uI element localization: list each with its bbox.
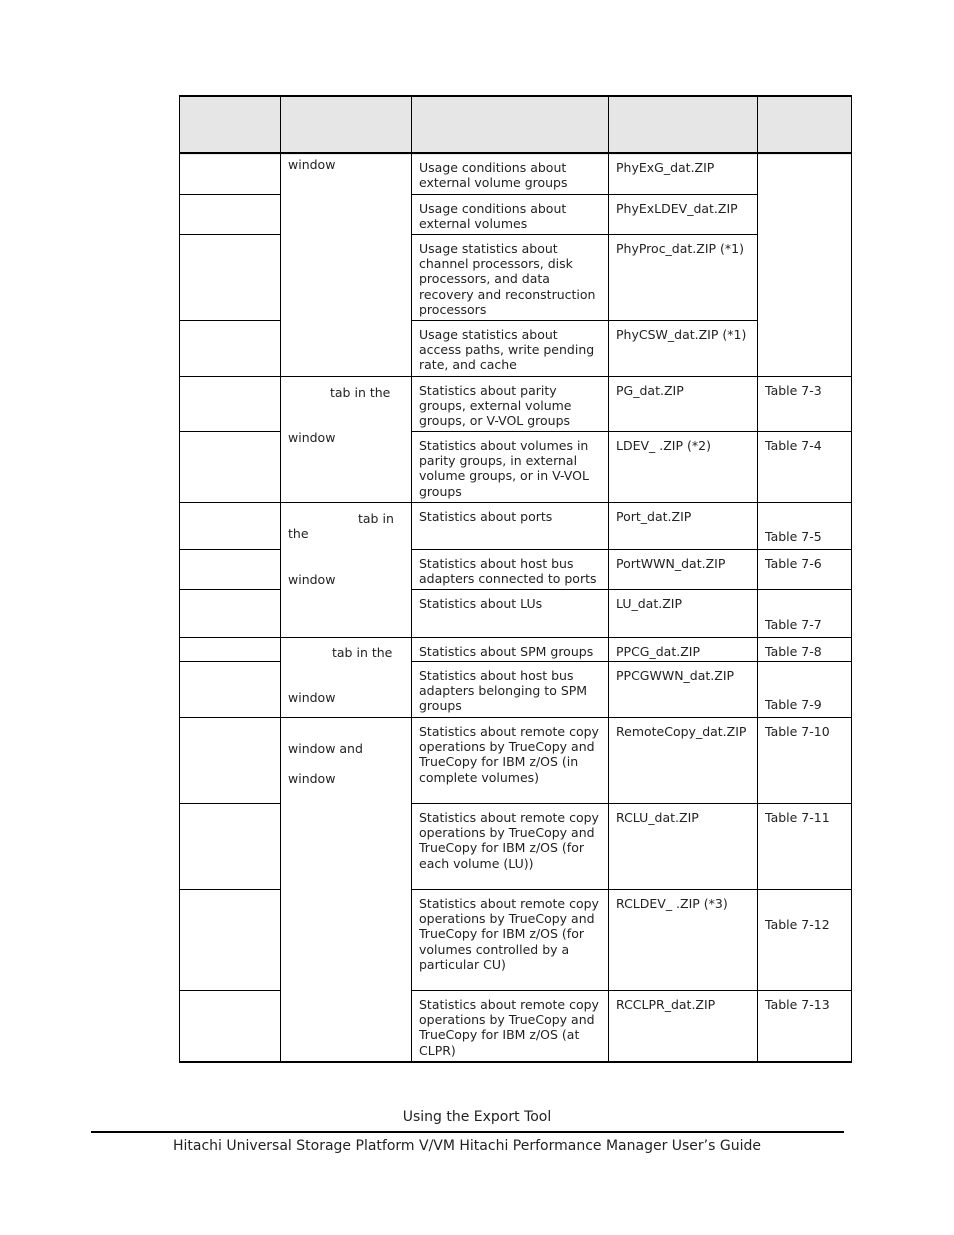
row-rule [179,889,280,890]
row-file-name: Port_dat.ZIP [616,509,692,524]
row-description: Statistics about remote copy operations by TrueCopy and TrueCopy for IBM z/OS (at CLPR) [419,997,599,1058]
row-rule [411,661,757,662]
row-file-name: RCLU_dat.ZIP [616,810,699,825]
footer-document-title: Hitachi Universal Storage Platform V/VM Hitachi Performance Manager User’s Guide [173,1138,761,1154]
row-rule [411,889,757,890]
row-table-reference [757,156,851,160]
group-label: window and [288,741,363,756]
group-label: tab in the [330,385,391,400]
row-rule [179,502,280,503]
row-description: Statistics about remote copy operations by TrueCopy and TrueCopy for IBM z/OS (for volumes controlled by a particular CU) [419,896,599,972]
group-label: window [288,572,336,587]
row-rule [411,431,757,432]
row-description: Statistics about SPM groups [419,644,594,659]
row-table-reference: Table 7-9 [765,697,822,712]
row-file-name: PhyProc_dat.ZIP (*1) [616,241,744,256]
row-rule [179,589,280,590]
row-rule [757,589,851,590]
footer-section-title: Using the Export Tool [402,1109,552,1125]
table-border-left [179,95,180,1062]
row-rule [179,803,280,804]
row-description: Usage conditions about external volume groups [419,160,568,191]
row-rule [280,376,411,377]
row-description: Statistics about volumes in parity groups, in external volume groups, or in V-VOL groups [419,438,589,499]
row-rule [411,234,757,235]
row-description: Usage statistics about channel processors, disk processors, and data recovery and reconstruction processors [419,241,596,317]
row-rule [411,589,757,590]
row-rule [179,637,280,638]
row-description: Statistics about host bus adapters belonging to SPM groups [419,668,588,714]
row-table-reference: Table 7-4 [765,438,822,453]
row-table-reference [757,197,851,201]
row-rule [411,376,757,377]
row-rule [179,194,280,195]
row-rule [757,661,851,662]
row-file-name: PortWWN_dat.ZIP [616,556,726,571]
row-description: Statistics about host bus adapters connected to ports [419,556,597,587]
row-table-reference: Table 7-12 [765,917,830,932]
row-file-name: LDEV_ .ZIP (*2) [616,438,711,453]
row-description: Statistics about remote copy operations by TrueCopy and TrueCopy for IBM z/OS (in complete volumes) [419,724,599,785]
row-rule [280,502,411,503]
row-rule [179,661,280,662]
row-table-reference: Table 7-6 [765,556,822,571]
row-table-reference: Table 7-3 [765,383,822,398]
row-rule [757,889,851,890]
row-table-reference: Table 7-13 [765,997,830,1012]
group-label: window [288,157,336,172]
row-rule [411,549,757,550]
row-rule [179,320,280,321]
table-bottom-rule [179,1061,852,1063]
group-label: window [288,430,336,445]
column-header [757,100,851,104]
row-file-name: PPCG_dat.ZIP [616,644,700,659]
row-rule [411,502,757,503]
column-divider [411,95,412,1062]
row-rule [280,637,411,638]
row-rule [411,194,757,195]
column-divider [280,95,281,1062]
row-rule [757,803,851,804]
row-file-name: PG_dat.ZIP [616,383,684,398]
row-table-reference: Table 7-7 [765,617,822,632]
row-table-reference [757,323,851,327]
row-description: Statistics about remote copy operations by TrueCopy and TrueCopy for IBM z/OS (for each volume (LU)) [419,810,599,871]
row-file-name: RemoteCopy_dat.ZIP [616,724,747,739]
row-rule [179,549,280,550]
column-header [411,100,608,104]
row-rule [411,320,757,321]
row-rule [757,502,851,503]
row-description: Statistics about parity groups, external volume groups, or V-VOL groups [419,383,572,429]
row-rule [411,803,757,804]
group-label: tab in [358,511,394,526]
row-file-name: PPCGWWN_dat.ZIP [616,668,735,683]
group-label: tab in the [332,645,393,660]
row-rule [757,637,851,638]
column-divider [608,95,609,1062]
row-table-reference: Table 7-5 [765,529,822,544]
row-table-reference: Table 7-10 [765,724,830,739]
table-border-right [851,95,852,1062]
row-description: Usage statistics about access paths, write pending rate, and cache [419,327,595,373]
group-label: the [288,526,309,541]
column-header [179,100,280,104]
row-file-name: PhyExG_dat.ZIP [616,160,715,175]
row-rule [179,234,280,235]
row-rule [179,376,280,377]
row-rule [757,376,851,377]
row-rule [757,990,851,991]
row-rule [411,637,757,638]
row-file-name: RCCLPR_dat.ZIP [616,997,716,1012]
footer-divider [91,1131,844,1133]
row-table-reference: Table 7-11 [765,810,830,825]
row-table-reference: Table 7-8 [765,644,822,659]
row-file-name: RCLDEV_ .ZIP (*3) [616,896,728,911]
row-rule [757,431,851,432]
column-divider [757,95,758,1062]
row-rule [179,431,280,432]
row-rule [179,990,280,991]
row-file-name: LU_dat.ZIP [616,596,682,611]
header-bottom-rule [179,152,852,154]
row-rule [757,717,851,718]
row-rule [411,717,757,718]
column-header [280,100,411,104]
row-description: Usage conditions about external volumes [419,201,567,232]
group-label: window [288,771,336,786]
row-rule [280,717,411,718]
row-file-name: PhyCSW_dat.ZIP (*1) [616,327,747,342]
row-rule [757,549,851,550]
row-table-reference [757,237,851,241]
row-rule [179,717,280,718]
group-label: window [288,690,336,705]
column-header [608,100,757,104]
row-rule [411,990,757,991]
row-description: Statistics about LUs [419,596,543,611]
row-file-name: PhyExLDEV_dat.ZIP [616,201,738,216]
row-description: Statistics about ports [419,509,553,524]
